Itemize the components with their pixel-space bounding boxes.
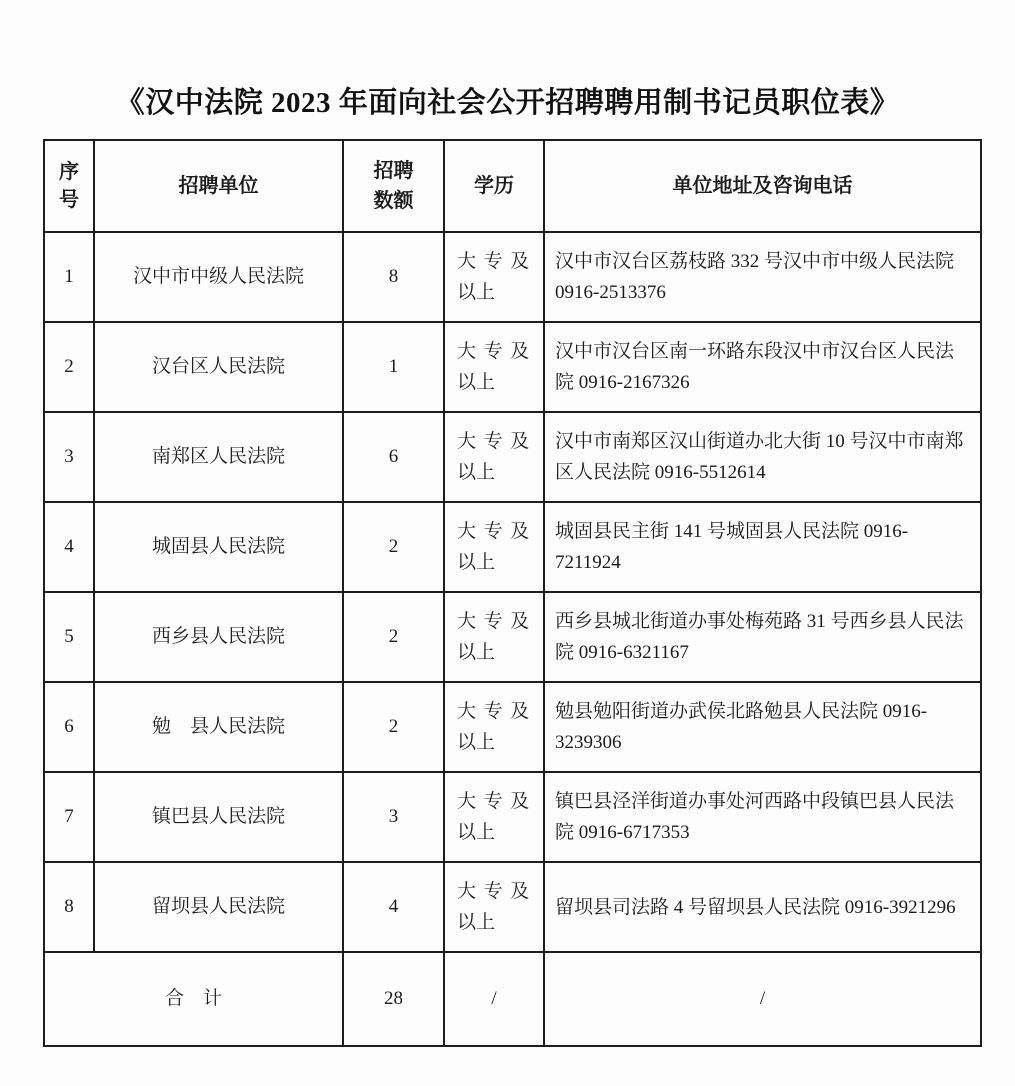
cell-address xyxy=(544,772,981,862)
address-text: 西乡县城北街道办事处梅苑路 31 号西乡县人民法院 0916-6321167 xyxy=(555,611,964,663)
cell-quota: 6 xyxy=(343,412,444,502)
table-row xyxy=(44,682,981,772)
header-quota-label: 招聘数额 xyxy=(373,160,414,212)
header-unit: 招聘单位 xyxy=(94,140,343,232)
cell-address xyxy=(544,862,981,952)
education-text: 大专及以上 xyxy=(457,881,530,933)
table-row xyxy=(44,412,981,502)
address-text: 汉中市南郑区汉山街道办北大街 10 号汉中市南郑区人民法院 0916-5512614 xyxy=(555,431,964,483)
cell-quota: 3 xyxy=(343,772,444,862)
education-text: 大专及以上 xyxy=(457,521,530,573)
cell-quota: 2 xyxy=(343,682,444,772)
cell-quota: 4 xyxy=(343,862,444,952)
cell-address xyxy=(544,682,981,772)
header-quota xyxy=(343,140,444,232)
cell-unit: 城固县人民法院 xyxy=(94,502,343,592)
cell-unit: 南郑区人民法院 xyxy=(94,412,343,502)
cell-education xyxy=(444,232,544,322)
education-text: 大专及以上 xyxy=(457,611,530,663)
cell-address xyxy=(544,592,981,682)
cell-unit: 汉中市中级人民法院 xyxy=(94,232,343,322)
cell-address xyxy=(544,322,981,412)
table-row xyxy=(44,592,981,682)
total-row xyxy=(44,952,981,1046)
cell-unit: 留坝县人民法院 xyxy=(94,862,343,952)
cell-index: 2 xyxy=(44,322,94,412)
positions-table xyxy=(43,139,982,1047)
address-text: 留坝县司法路 4 号留坝县人民法院 0916-3921296 xyxy=(555,896,956,918)
header-address: 单位地址及咨询电话 xyxy=(544,140,981,232)
cell-education xyxy=(444,592,544,682)
cell-index: 7 xyxy=(44,772,94,862)
education-text: 大专及以上 xyxy=(457,341,530,393)
table-row xyxy=(44,232,981,322)
cell-address xyxy=(544,412,981,502)
cell-unit: 勉 县人民法院 xyxy=(94,682,343,772)
cell-education xyxy=(444,412,544,502)
cell-address xyxy=(544,502,981,592)
address-text: 镇巴县泾洋街道办事处河西路中段镇巴县人民法院 0916-6717353 xyxy=(555,791,955,843)
cell-index: 3 xyxy=(44,412,94,502)
cell-education xyxy=(444,502,544,592)
table-row xyxy=(44,862,981,952)
education-text: 大专及以上 xyxy=(457,701,530,753)
education-text: 大专及以上 xyxy=(457,251,530,303)
cell-education xyxy=(444,862,544,952)
cell-index: 6 xyxy=(44,682,94,772)
cell-index: 8 xyxy=(44,862,94,952)
cell-education xyxy=(444,772,544,862)
total-label: 合 计 xyxy=(44,952,343,1046)
cell-unit: 汉台区人民法院 xyxy=(94,322,343,412)
cell-education xyxy=(444,322,544,412)
cell-quota: 1 xyxy=(343,322,444,412)
education-text: 大专及以上 xyxy=(457,791,530,843)
document-title: 《汉中法院 2023 年面向社会公开招聘聘用制书记员职位表》 xyxy=(115,87,900,119)
cell-unit: 镇巴县人民法院 xyxy=(94,772,343,862)
total-address-slash: / xyxy=(544,952,981,1046)
address-text: 汉中市汉台区荔枝路 332 号汉中市中级人民法院 0916-2513376 xyxy=(555,251,955,303)
cell-index: 4 xyxy=(44,502,94,592)
table-row xyxy=(44,772,981,862)
address-text: 汉中市汉台区南一环路东段汉中市汉台区人民法院 0916-2167326 xyxy=(555,341,955,393)
cell-index: 5 xyxy=(44,592,94,682)
cell-quota: 8 xyxy=(343,232,444,322)
header-index xyxy=(44,140,94,232)
cell-education xyxy=(444,682,544,772)
address-text: 勉县勉阳街道办武侯北路勉县人民法院 0916-3239306 xyxy=(555,701,928,753)
table-row xyxy=(44,502,981,592)
header-index-label: 序号 xyxy=(59,160,79,211)
cell-address xyxy=(544,232,981,322)
table-row xyxy=(44,322,981,412)
cell-quota: 2 xyxy=(343,502,444,592)
header-row xyxy=(44,140,981,232)
cell-quota: 2 xyxy=(343,592,444,682)
total-education-slash: / xyxy=(444,952,544,1046)
cell-index: 1 xyxy=(44,232,94,322)
education-text: 大专及以上 xyxy=(457,431,530,483)
total-quota: 28 xyxy=(343,952,444,1046)
header-education: 学历 xyxy=(444,140,544,232)
address-text: 城固县民主街 141 号城固县人民法院 0916-7211924 xyxy=(555,521,909,573)
cell-unit: 西乡县人民法院 xyxy=(94,592,343,682)
